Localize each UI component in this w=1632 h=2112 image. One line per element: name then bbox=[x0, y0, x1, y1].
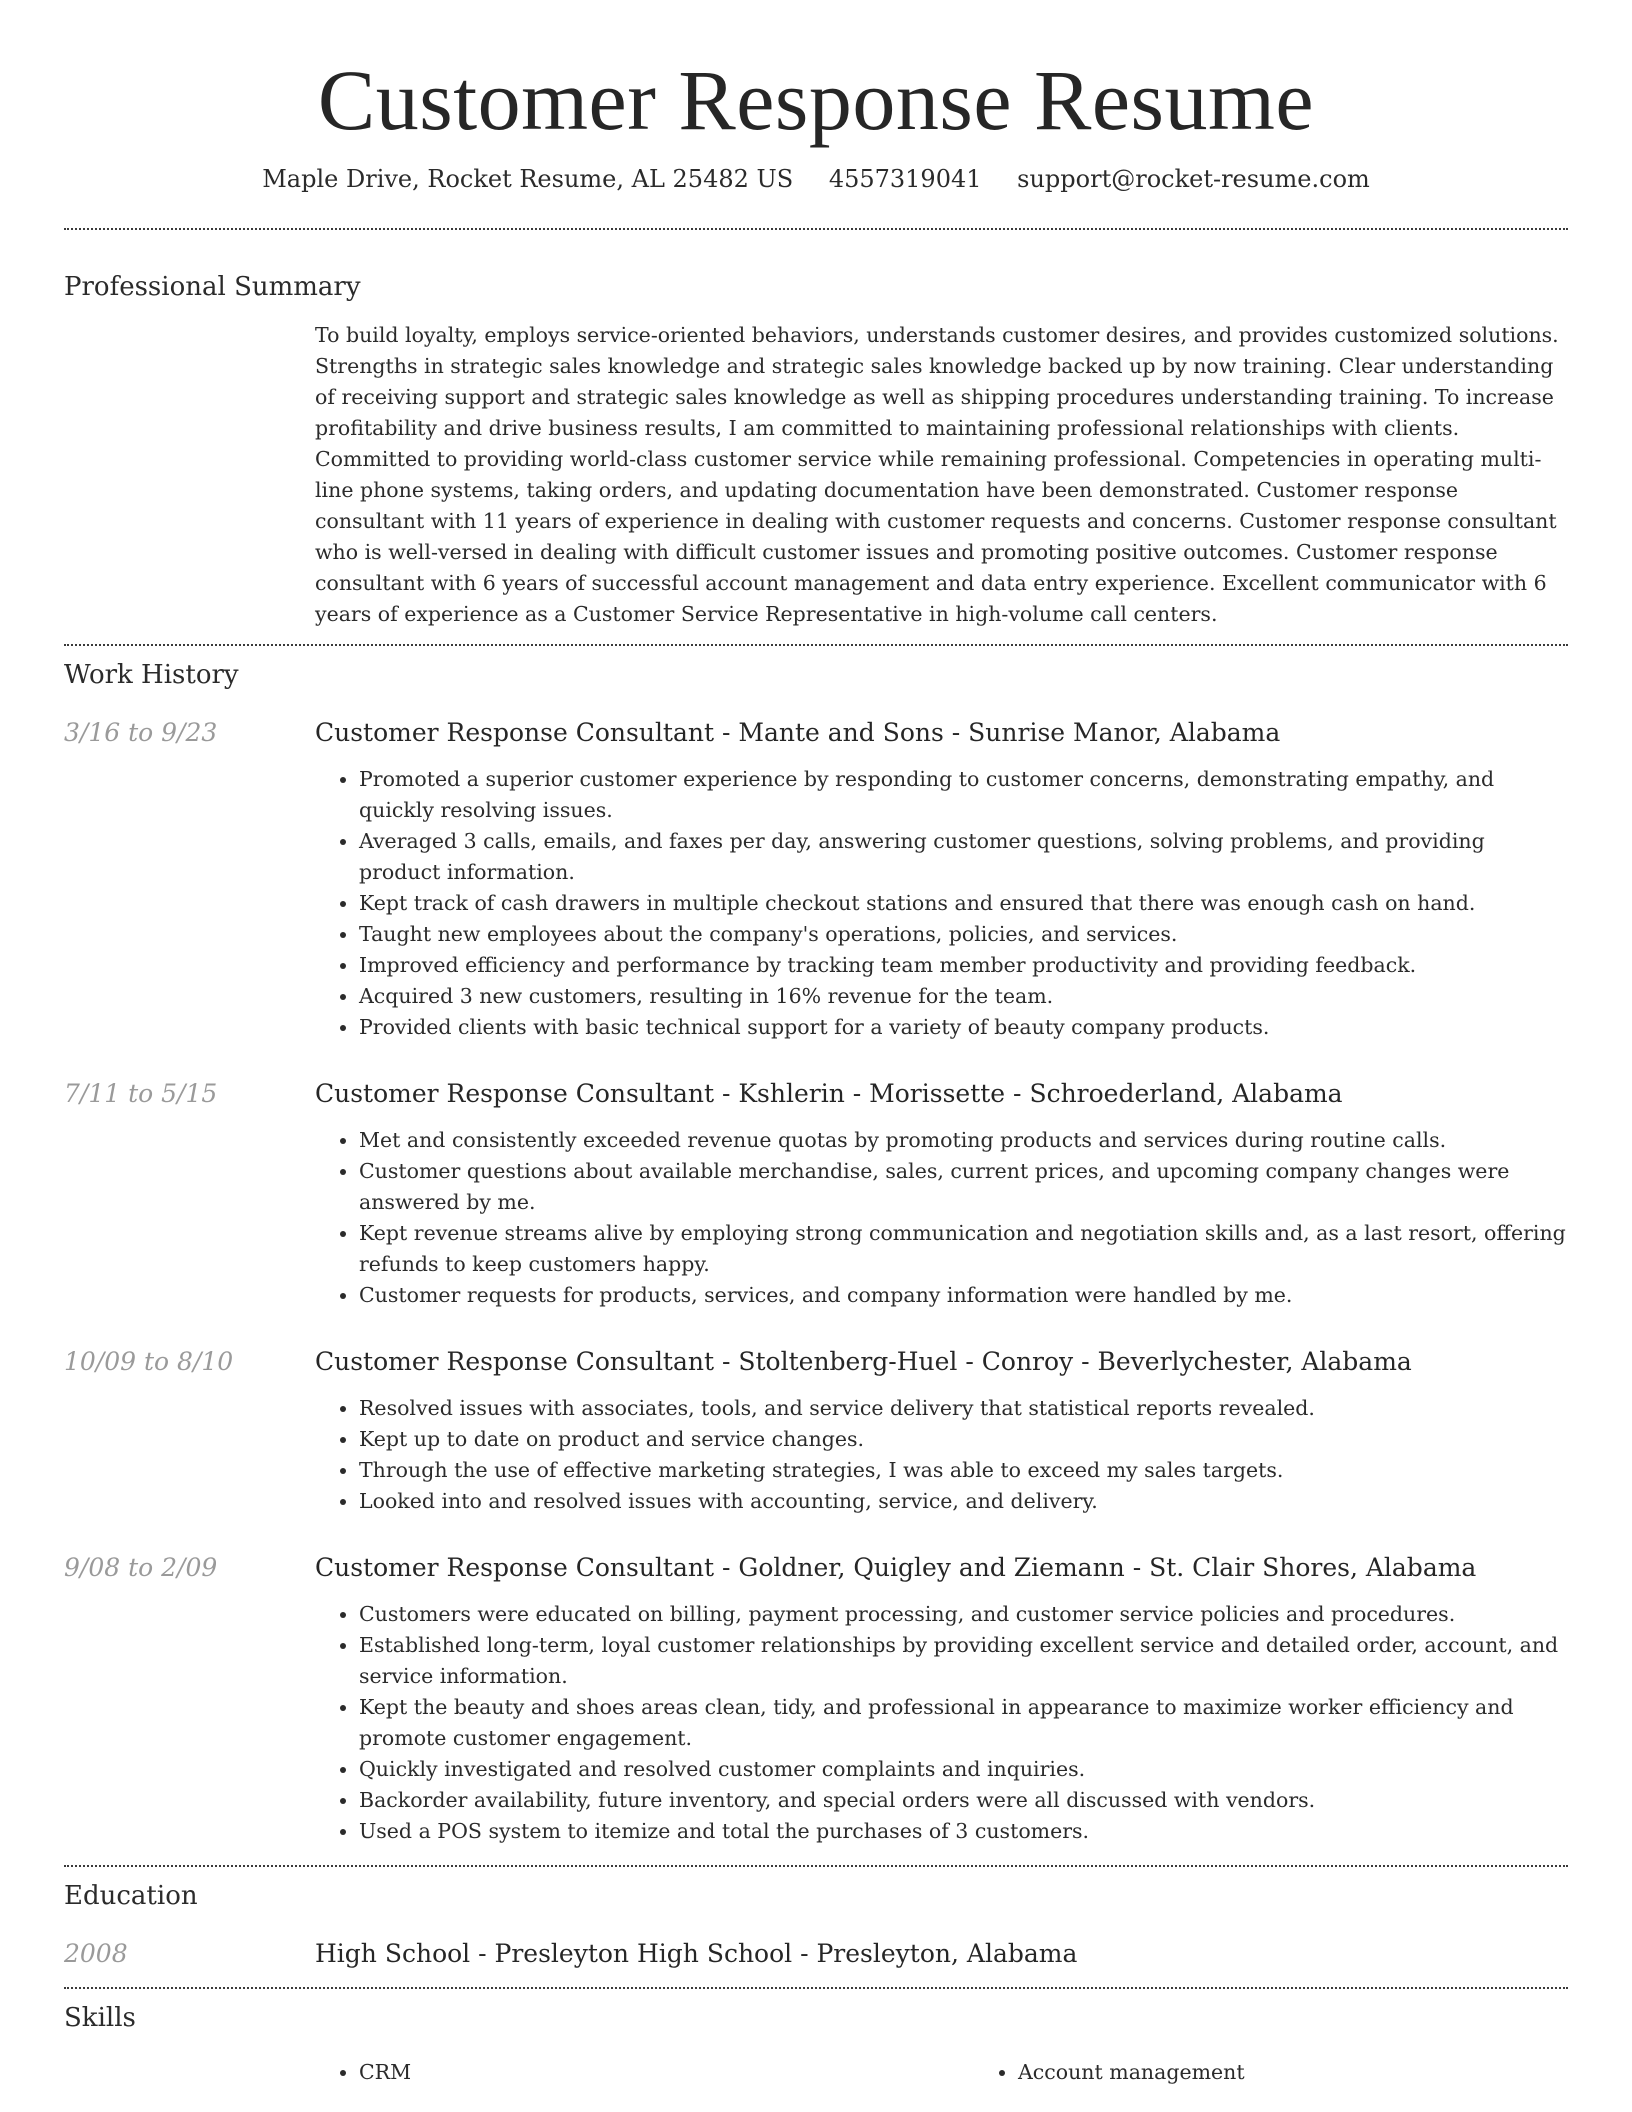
list-item: • Improved efficiency and performance by tracking team member productivity and providing feedback. bbox=[359, 950, 1568, 981]
divider bbox=[64, 1865, 1568, 1867]
resume-name: Customer Response Resume bbox=[317, 52, 1315, 148]
education-entry bbox=[64, 1937, 1568, 1971]
skill-item: • Account management bbox=[1018, 2057, 1632, 2088]
list-item: • Taught new employees about the company's operations, policies, and services. bbox=[359, 919, 1568, 950]
job-dates: 3/16 to 9/23 bbox=[64, 718, 218, 747]
education-title: Education bbox=[64, 1881, 198, 1911]
list-item: • Customers were educated on billing, payment processing, and customer service policies and procedures. bbox=[359, 1599, 1568, 1630]
list-item: • Established long-term, loyal customer relationships by providing excellent service and detailed order, account, and service information. bbox=[359, 1630, 1568, 1692]
contact-phone: 4557319041 bbox=[828, 165, 982, 193]
summary-title: Professional Summary bbox=[64, 272, 361, 302]
job-heading: Customer Response Consultant - Mante and Sons - Sunrise Manor, Alabama bbox=[315, 718, 1281, 747]
job-entry bbox=[64, 1345, 1568, 1517]
list-item: • Promoted a superior customer experience by responding to customer concerns, demonstrating empathy, and quickly resolving issues. bbox=[359, 764, 1568, 826]
list-item: • Backorder availability, future inventory, and special orders were all discussed with vendors. bbox=[359, 1785, 1568, 1816]
list-item: • Met and consistently exceeded revenue quotas by promoting products and services during routine calls. bbox=[359, 1125, 1568, 1156]
skills-list-right bbox=[974, 2057, 1632, 2088]
job-bullets bbox=[315, 764, 1568, 1043]
job-heading: Customer Response Consultant - Stoltenberg-Huel - Conroy - Beverlychester, Alabama bbox=[315, 1347, 1412, 1376]
list-item: • Provided clients with basic technical support for a variety of beauty company products. bbox=[359, 1012, 1568, 1043]
job-entry bbox=[64, 1551, 1568, 1847]
education-section bbox=[64, 1879, 1568, 1971]
job-bullets bbox=[315, 1393, 1568, 1517]
summary-section bbox=[64, 270, 1568, 630]
divider bbox=[64, 644, 1568, 646]
job-heading: Customer Response Consultant - Goldner, Quigley and Ziemann - St. Clair Shores, Alabama bbox=[315, 1553, 1477, 1582]
contact-line bbox=[64, 164, 1568, 194]
resume-page bbox=[64, 0, 1568, 2088]
list-item: • Through the use of effective marketing strategies, I was able to exceed my sales targets. bbox=[359, 1455, 1568, 1486]
contact-email: support@rocket-resume.com bbox=[1017, 165, 1370, 193]
list-item: • Kept the beauty and shoes areas clean, tidy, and professional in appearance to maximize worker efficiency and promote customer engagement. bbox=[359, 1692, 1568, 1754]
list-item: • Acquired 3 new customers, resulting in 16% revenue for the team. bbox=[359, 981, 1568, 1012]
contact-address: Maple Drive, Rocket Resume, AL 25482 US bbox=[262, 165, 794, 193]
list-item: • Used a POS system to itemize and total the purchases of 3 customers. bbox=[359, 1816, 1568, 1847]
job-entry bbox=[64, 1077, 1568, 1311]
job-bullets bbox=[315, 1125, 1568, 1311]
job-dates: 9/08 to 2/09 bbox=[64, 1553, 218, 1582]
job-dates: 7/11 to 5/15 bbox=[64, 1079, 218, 1108]
job-entry bbox=[64, 716, 1568, 1043]
list-item: • Quickly investigated and resolved customer complaints and inquiries. bbox=[359, 1754, 1568, 1785]
divider bbox=[64, 228, 1568, 230]
divider bbox=[64, 1987, 1568, 1989]
list-item: • Looked into and resolved issues with accounting, service, and delivery. bbox=[359, 1486, 1568, 1517]
work-history-title: Work History bbox=[64, 660, 239, 690]
list-item: • Kept revenue streams alive by employing strong communication and negotiation skills and, as a last resort, offering refunds to keep customers happy. bbox=[359, 1218, 1568, 1280]
list-item: • Kept up to date on product and service changes. bbox=[359, 1424, 1568, 1455]
work-history-section bbox=[64, 658, 1568, 1847]
list-item: • Averaged 3 calls, emails, and faxes per day, answering customer questions, solving problems, and providing product information. bbox=[359, 826, 1568, 888]
list-item: • Kept track of cash drawers in multiple checkout stations and ensured that there was enough cash on hand. bbox=[359, 888, 1568, 919]
list-item: • Resolved issues with associates, tools, and service delivery that statistical reports revealed. bbox=[359, 1393, 1568, 1424]
job-bullets bbox=[315, 1599, 1568, 1847]
job-heading: Customer Response Consultant - Kshlerin - Morissette - Schroederland, Alabama bbox=[315, 1079, 1343, 1108]
job-dates: 10/09 to 8/10 bbox=[64, 1347, 234, 1376]
summary-text: To build loyalty, employs service-oriented behaviors, understands customer desires, and provides customized solutions. Strengths in strategic sales knowledge and strategic sales knowledge backed up by now training. Clear understanding of receiving support and strategic sales knowledge as well as shipping procedures understanding training. To increase profitability and drive business results, I am committed to maintaining professional relationships with clients. Committed to providing world-class customer service while remaining professional. Competencies in operating multi-line phone systems, taking orders, and updating documentation have been demonstrated. Customer response consultant with 11 years of experience in dealing with customer requests and concerns. Customer response consultant who is well-versed in dealing with difficult customer issues and promoting positive outcomes. Customer response consultant with 6 years of successful account management and data entry experience. Excellent communicator with 6 years of experience as a Customer Service Representative in high-volume call centers. bbox=[315, 323, 1559, 626]
skills-section bbox=[64, 2001, 1568, 2088]
skills-list-left bbox=[315, 2057, 974, 2088]
list-item: • Customer questions about available merchandise, sales, current prices, and upcoming company changes were answered by me. bbox=[359, 1156, 1568, 1218]
skill-item: • CRM bbox=[359, 2057, 974, 2088]
education-heading: High School - Presleyton High School - Presleyton, Alabama bbox=[315, 1939, 1078, 1968]
skills-title: Skills bbox=[64, 2003, 136, 2033]
list-item: • Customer requests for products, services, and company information were handled by me. bbox=[359, 1280, 1568, 1311]
education-year: 2008 bbox=[64, 1939, 128, 1968]
